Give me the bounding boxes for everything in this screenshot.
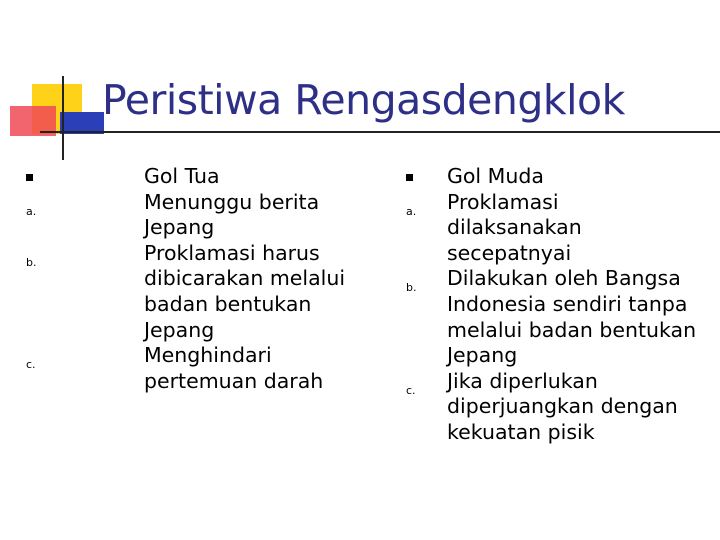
square-bullet-icon — [406, 174, 413, 181]
right-column — [380, 164, 720, 446]
list-marker: a. — [26, 204, 37, 218]
right-heading-item — [380, 164, 720, 190]
decorative-vertical-line — [62, 76, 64, 160]
square-bullet-icon — [26, 174, 33, 181]
list-item-text: Menunggu berita Jepang — [144, 189, 320, 240]
list-item-text: Dilakukan oleh Bangsa Indonesia sendiri tanpa melalui badan bentukan Jepang — [447, 266, 697, 368]
right-list-item — [380, 369, 720, 446]
list-marker: c. — [26, 358, 36, 372]
list-item-text: Proklamasi dilaksanakan secepatnyai — [447, 189, 582, 265]
list-item-text: Jika diperlukan diperjuangkan dengan kekuatan pisik — [447, 368, 678, 444]
list-item-text: Menghindari pertemuan darah — [144, 343, 324, 393]
list-marker: b. — [26, 255, 37, 269]
left-heading: Gol Tua — [144, 164, 220, 188]
list-item-text: Proklamasi harus dibicarakan melalui badan bentukan Jepang — [144, 240, 346, 342]
right-list-item — [380, 190, 720, 267]
list-marker: b. — [406, 281, 417, 295]
right-list-item — [380, 266, 720, 368]
title-underline — [40, 131, 720, 133]
left-heading-item — [0, 164, 360, 190]
slide-title: Peristiwa Rengasdengklok — [102, 76, 625, 124]
list-marker: c. — [406, 383, 416, 397]
right-heading: Gol Muda — [447, 164, 544, 188]
left-list-item — [0, 190, 360, 241]
left-list-item — [0, 241, 360, 343]
list-marker: a. — [406, 204, 417, 218]
left-column — [0, 164, 360, 394]
left-list-item — [0, 343, 360, 394]
